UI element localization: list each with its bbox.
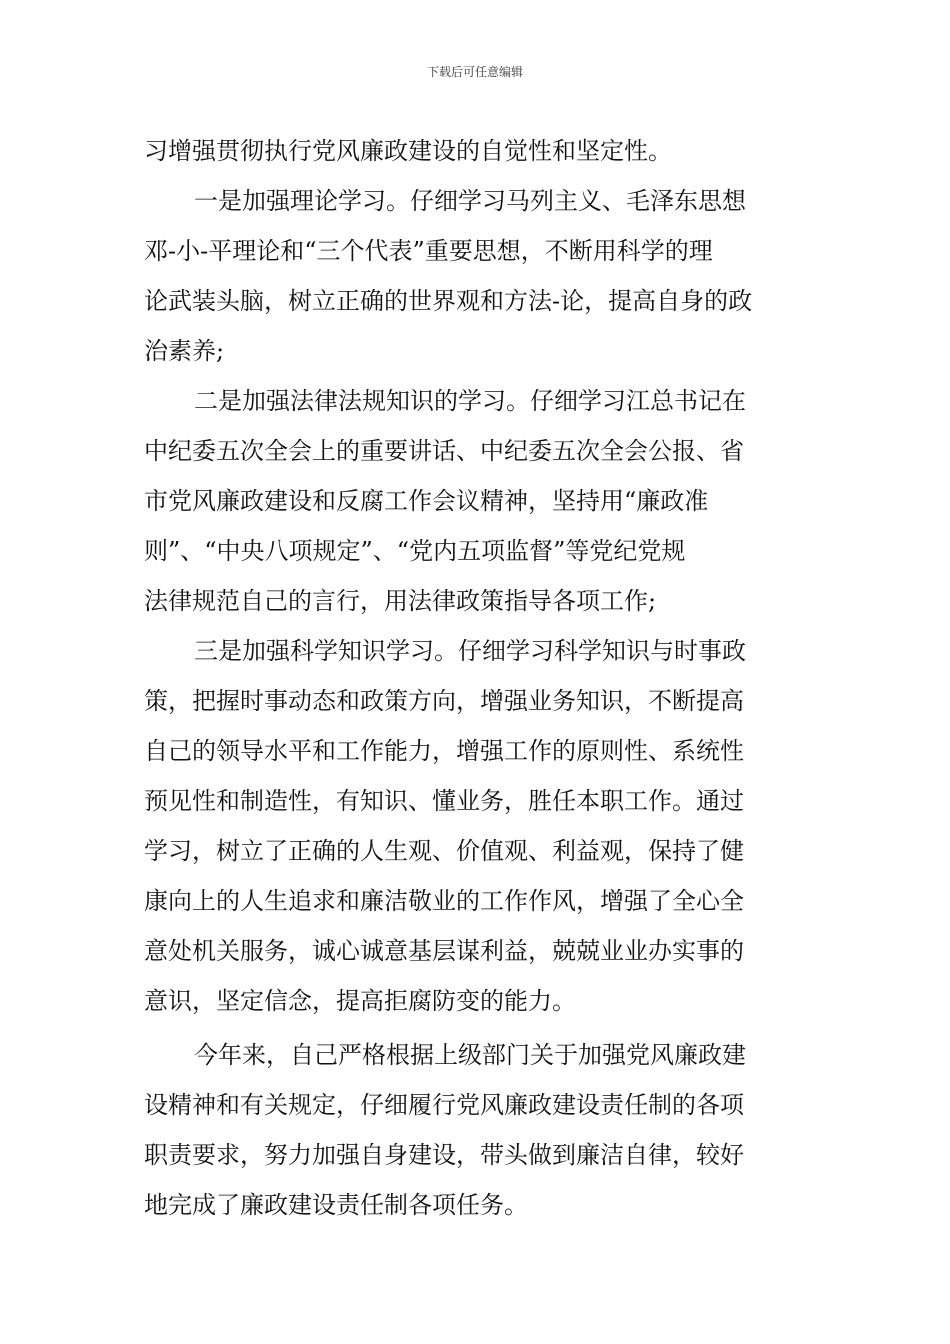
- page-header: 下载后可任意编辑: [426, 65, 523, 79]
- text-line: 意识，坚定信念，提高拒腐防变的能力。: [144, 987, 576, 1015]
- text-line: 职责要求，努力加强自身建设，带头做到廉洁自律，较好: [144, 1141, 744, 1169]
- text-line: 康向上的人生追求和廉洁敬业的工作作风，增强了全心全: [144, 887, 744, 915]
- paragraph-start-line: 三是加强科学知识学习。仔细学习科学知识与时事政: [194, 637, 746, 665]
- text-line: 意处机关服务，诚心诚意基层谋利益，兢兢业业办实事的: [144, 937, 744, 965]
- text-line: 学习，树立了正确的人生观、价值观、利益观，保持了健: [144, 837, 744, 865]
- text-line: 法律规范自己的言行，用法律政策指导各项工作;: [144, 587, 657, 615]
- document-body: [144, 126, 806, 1230]
- text-line: 预见性和制造性，有知识、懂业务，胜任本职工作。通过: [144, 787, 744, 815]
- text-line: 设精神和有关规定，仔细履行党风廉政建设责任制的各项: [144, 1091, 744, 1119]
- text-line: 市党风廉政建设和反腐工作会议精神，坚持用“廉政准: [144, 487, 709, 515]
- text-line: 地完成了廉政建设责任制各项任务。: [144, 1191, 528, 1219]
- text-line: 策，把握时事动态和政策方向，增强业务知识，不断提高: [144, 687, 744, 715]
- paragraph-start-line: 一是加强理论学习。仔细学习马列主义、毛泽东思想: [194, 187, 746, 215]
- text-line: 习增强贯彻执行党风廉政建设的自觉性和坚定性。: [144, 137, 672, 165]
- text-line: 自己的领导水平和工作能力，增强工作的原则性、系统性: [144, 737, 744, 765]
- text-line: 论武装头脑，树立正确的世界观和方法-论，提高自身的政: [144, 287, 753, 315]
- text-line: 则”、“中央八项规定”、“党内五项监督”等党纪党规: [144, 537, 686, 565]
- text-line: 治素养;: [144, 337, 225, 365]
- text-line: 中纪委五次全会上的重要讲话、中纪委五次全会公报、省: [144, 437, 744, 465]
- text-line: 邓-小-平理论和“三个代表”重要思想，不断用科学的理: [144, 237, 713, 265]
- paragraph-start-line: 今年来，自己严格根据上级部门关于加强党风廉政建: [194, 1041, 746, 1069]
- paragraph-start-line: 二是加强法律法规知识的学习。仔细学习江总书记在: [194, 387, 746, 415]
